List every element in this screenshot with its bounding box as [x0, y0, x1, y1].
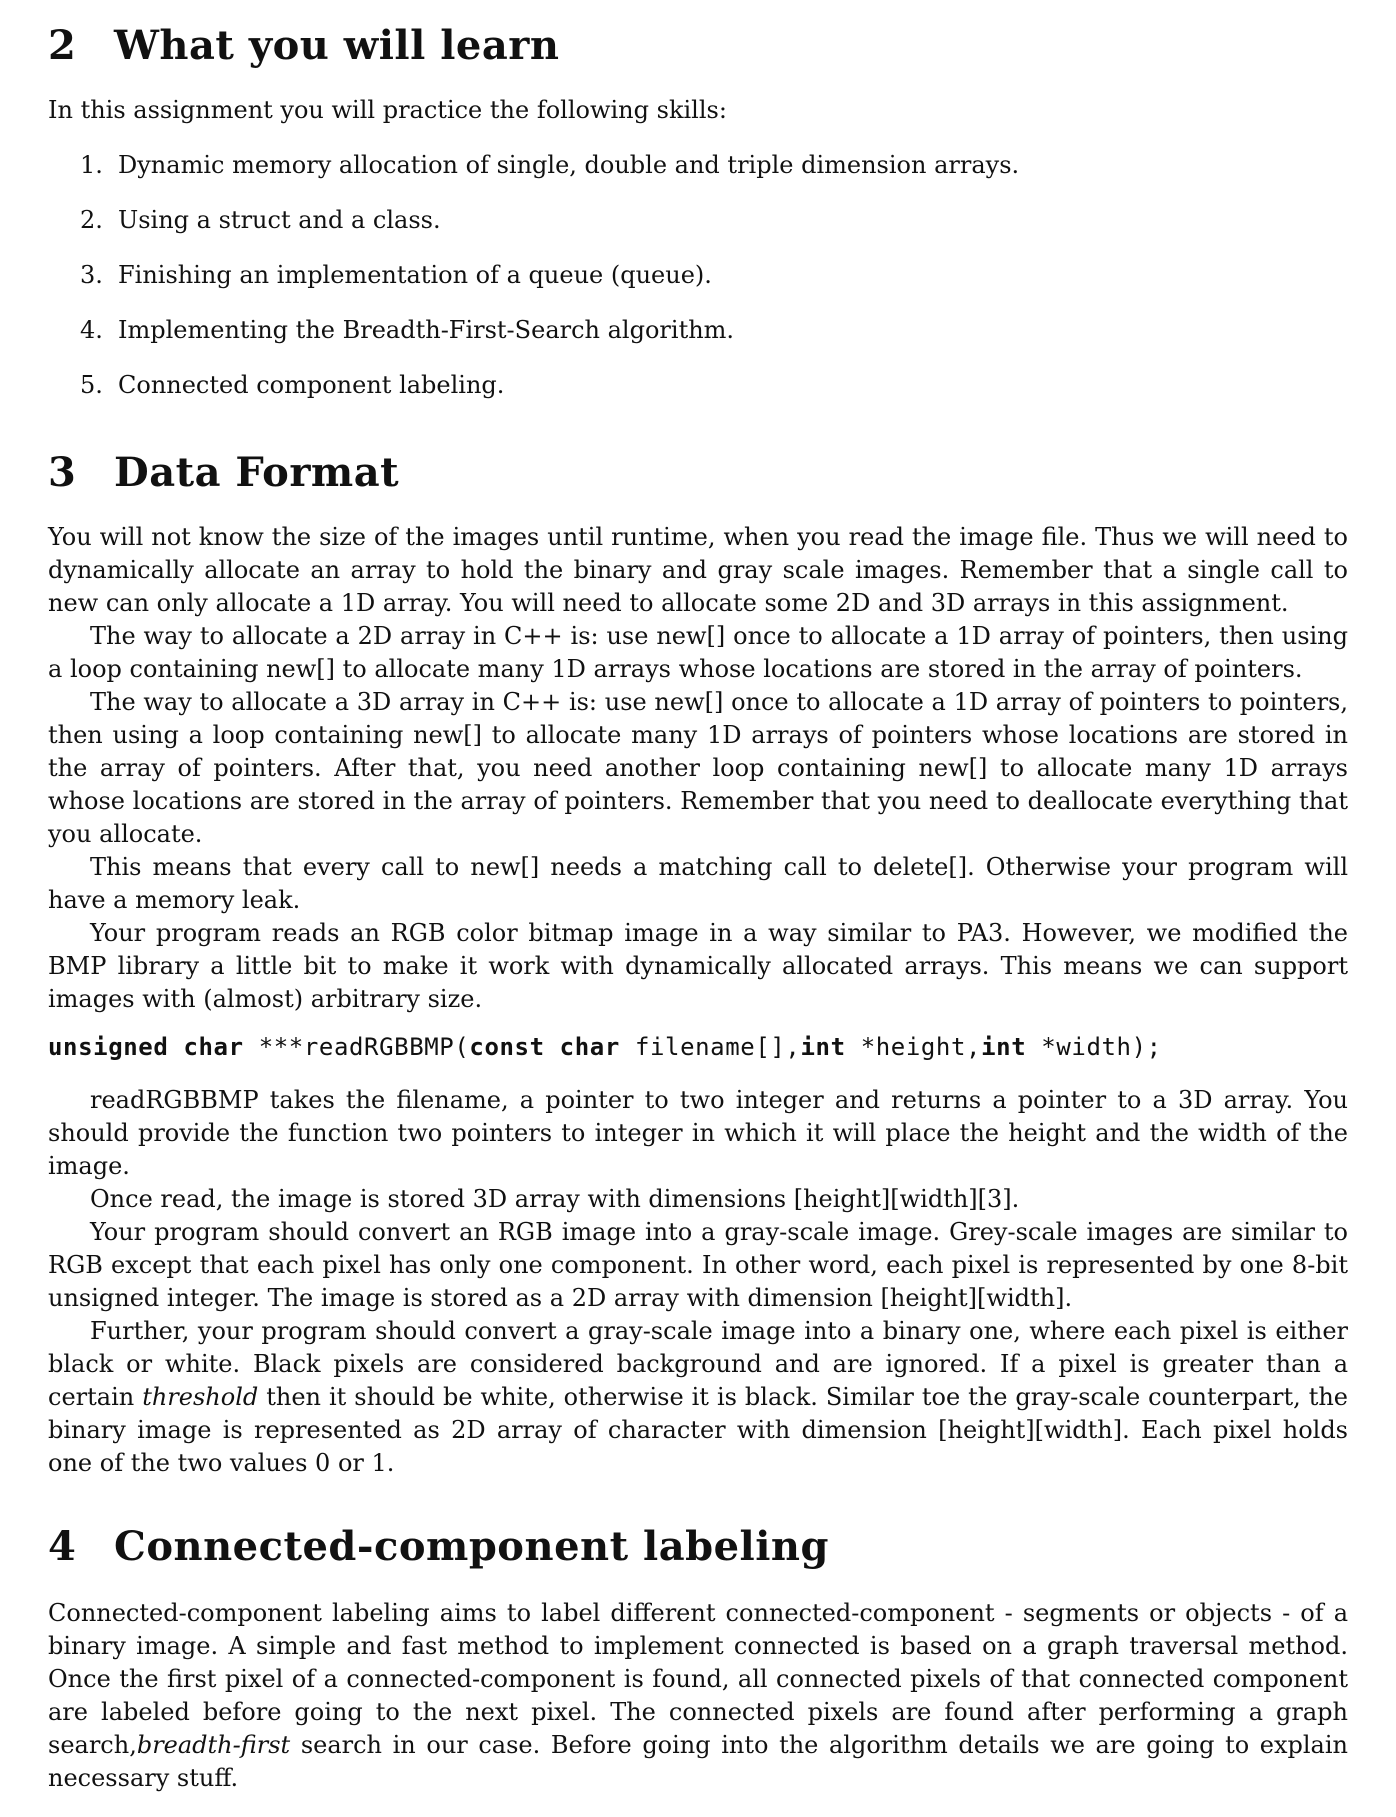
code-token: *** [243, 1033, 304, 1061]
list-item [80, 373, 504, 397]
emphasis-text: breadth-first [136, 1731, 291, 1759]
code-keyword: const char [469, 1033, 620, 1061]
list-item [80, 318, 734, 342]
section-intro: In this assignment you will practice the following skills: [48, 96, 727, 124]
list-item-text: Using a struct and a class. [118, 206, 441, 234]
list-item [80, 263, 712, 287]
paragraph-text: Further, your program should convert a gray-scale image into a binary one, where each pixel is either black or white. Black pixels are considered background and are ignored. If a pixel is greater than a certain [48, 1317, 1348, 1411]
list-item-text: Dynamic memory allocation of single, double and triple dimension arrays. [118, 151, 1020, 179]
paragraph: The way to allocate a 3D array in C++ is: use new[] once to allocate a 1D array of pointers to pointers, then using a loop containing new[] to allocate many 1D arrays of pointers whose locations are stored in the array of pointers. After that, you need another loop containing new[] to allocate many 1D arrays whose locations are stored in the array of pointers. Remember that you need to deallocate everything that you allocate. [48, 688, 1348, 848]
list-item-text: Finishing an implementation of a queue (queue). [118, 261, 712, 289]
list-item-number: 3. [80, 261, 103, 289]
code-token: *height, [845, 1033, 982, 1061]
section-heading-data-format [48, 449, 1348, 496]
paragraph [48, 1315, 1348, 1480]
paragraph: You will not know the size of the images until runtime, when you read the image file. Thus we will need to dynamically allocate an array to hold the binary and gray scale images. Remember that a single call to new can only allocate a 1D array. You will need to allocate some 2D and 3D arrays in this assignment. [48, 523, 1348, 617]
code-keyword: int [800, 1033, 846, 1061]
paragraph: The way to allocate a 2D array in C++ is: use new[] once to allocate a 1D array of pointers, then using a loop containing new[] to allocate many 1D arrays whose locations are stored in the array of pointers. [48, 622, 1348, 683]
paragraph-text: search in our case. Before going into the algorithm details we are going to explain necessary stuff. [48, 1731, 1348, 1792]
list-item-number: 2. [80, 206, 103, 234]
section-title: Connected-component labeling [114, 1523, 829, 1570]
paragraph: Once read, the image is stored 3D array with dimensions [height][width][3]. [90, 1185, 1020, 1213]
section-heading-connected-component-labeling [48, 1523, 1348, 1570]
list-item-number: 1. [80, 151, 103, 179]
list-item [80, 208, 441, 232]
section-number: 3 [48, 449, 77, 496]
code-token: *width); [1026, 1033, 1162, 1061]
code-keyword: unsigned char [48, 1033, 244, 1061]
paragraph-text: Connected-component labeling aims to label different connected-component - segments or objects - of a binary image. A simple and fast method to implement connected is based on a graph traversal method. Once the first pixel of a connected-component is found, all connected pixels of that connected component are labeled before going to the next pixel. The connected pixels are found after performing a graph search, [48, 1599, 1348, 1759]
paragraph [48, 1597, 1348, 1795]
code-token: filename[], [619, 1033, 801, 1061]
code-keyword: int [981, 1033, 1027, 1061]
paragraph-text: then it should be white, otherwise it is black. Similar toe the gray-scale counterpart, the binary image is represented as 2D array of character with dimension [height][width]. Each pixel holds one of the two values 0 or 1. [48, 1383, 1349, 1477]
section-number: 2 [48, 22, 77, 69]
emphasis-text: threshold [142, 1383, 259, 1411]
paragraph: readRGBBMP takes the filename, a pointer to two integer and returns a pointer to a 3D array. You should provide the function two pointers to integer in which it will place the height and the width of the image. [48, 1086, 1348, 1180]
section-title: What you will learn [114, 22, 560, 69]
paragraph: This means that every call to new[] needs a matching call to delete[]. Otherwise your program will have a memory leak. [48, 853, 1348, 914]
code-function-name: readRGBBMP( [303, 1033, 470, 1061]
list-item-number: 5. [80, 371, 103, 399]
list-item [80, 153, 1019, 177]
list-item-text: Connected component labeling. [118, 371, 505, 399]
paragraph: Your program reads an RGB color bitmap image in a way similar to PA3. However, we modified the BMP library a little bit to make it work with dynamically allocated arrays. This means we can support images with (almost) arbitrary size. [48, 919, 1348, 1013]
paragraph: Your program should convert an RGB image into a gray-scale image. Grey-scale images are similar to RGB except that each pixel has only one component. In other word, each pixel is represented by one 8-bit unsigned integer. The image is stored as a 2D array with dimension [height][width]. [48, 1218, 1348, 1312]
section-body-continued [48, 1084, 1348, 1480]
list-item-number: 4. [80, 316, 103, 344]
list-item-text: Implementing the Breadth-First-Search algorithm. [118, 316, 735, 344]
code-listing [48, 1032, 1162, 1062]
section-title: Data Format [114, 449, 400, 496]
section-number: 4 [48, 1523, 77, 1570]
section-heading-what-you-will-learn [48, 22, 1348, 69]
section-body [48, 521, 1348, 1016]
section-body [48, 1597, 1348, 1795]
